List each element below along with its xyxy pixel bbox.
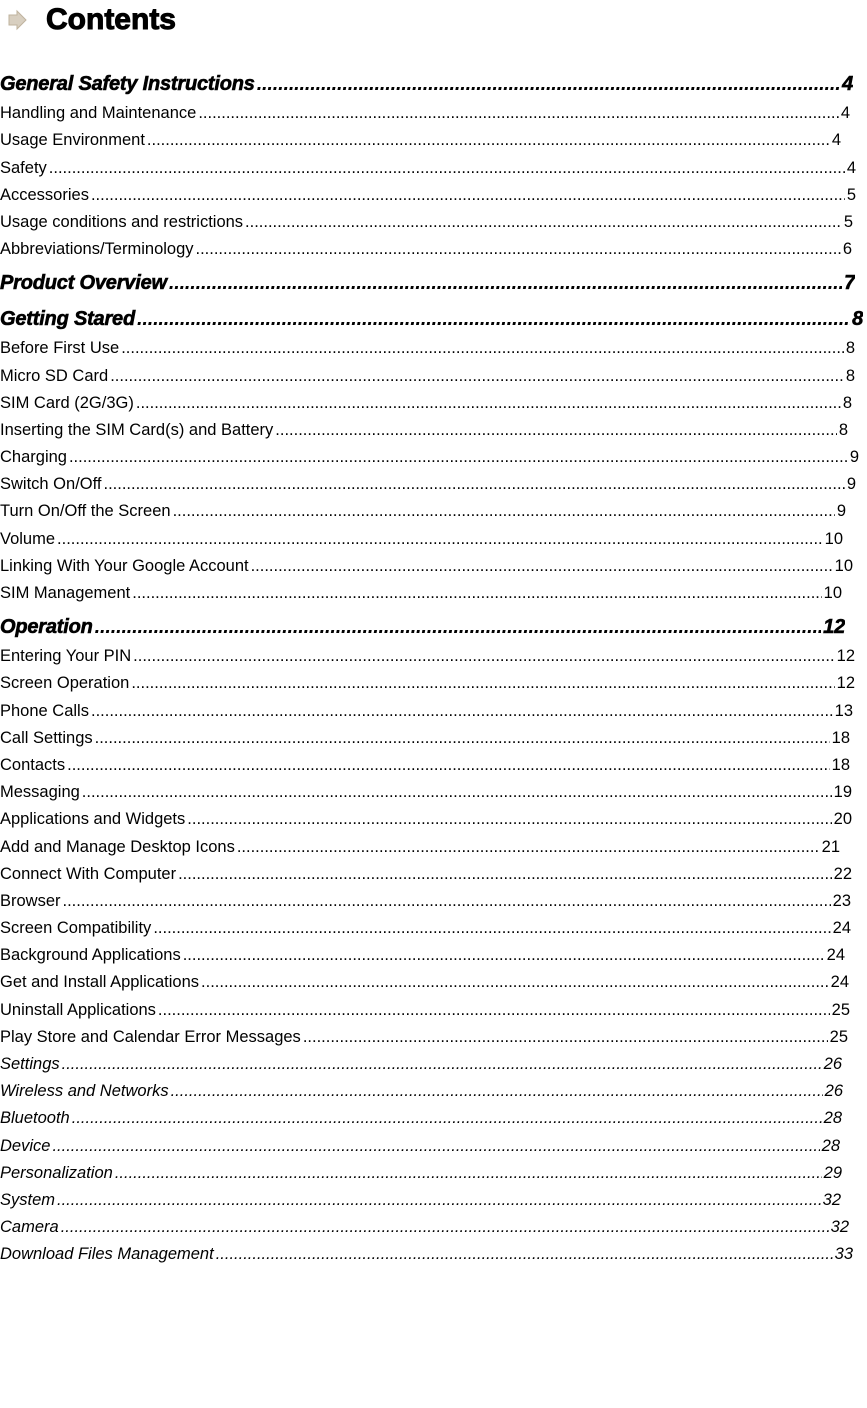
toc-page-number: 4 — [831, 131, 841, 150]
toc-entry-title: Handling and Maintenance — [0, 104, 197, 123]
toc-page-number: 25 — [829, 1027, 848, 1046]
toc-leader-dots — [216, 1242, 833, 1266]
toc-page-number: 28 — [821, 1136, 840, 1155]
toc-entry[interactable] — [0, 750, 850, 777]
toc-leader-dots — [110, 364, 844, 388]
toc-page-number: 5 — [843, 212, 853, 231]
toc-entry-title: Get and Install Applications — [0, 973, 200, 992]
toc-page-number: 10 — [834, 556, 853, 575]
toc-entry[interactable] — [0, 180, 856, 207]
toc-leader-dots — [57, 527, 823, 551]
toc-page-number: 32 — [822, 1190, 841, 1209]
toc-leader-dots — [303, 1025, 828, 1049]
toc-leader-dots — [245, 210, 842, 234]
toc-entry-title: Settings — [0, 1055, 60, 1073]
arrow-bullet-icon — [6, 9, 28, 31]
toc-entry-title: Phone Calls — [0, 701, 89, 720]
toc-page-number: 25 — [831, 1000, 850, 1019]
toc-page-number: 33 — [834, 1245, 853, 1264]
toc-entry[interactable] — [0, 207, 853, 234]
page-title: Contents — [46, 3, 176, 36]
toc-leader-dots — [169, 269, 842, 297]
toc-leader-dots — [201, 970, 829, 994]
toc-entry-title: Switch On/Off — [0, 475, 102, 494]
toc-page-number: 8 — [845, 366, 855, 385]
toc-leader-dots — [69, 445, 848, 469]
toc-leader-dots — [147, 128, 830, 152]
toc-leader-dots — [115, 1161, 822, 1185]
toc-leader-dots — [133, 644, 834, 668]
toc-entry-title: Uninstall Applications — [0, 1000, 156, 1019]
toc-leader-dots — [131, 671, 834, 695]
toc-leader-dots — [136, 391, 841, 415]
toc-entry-title: Safety — [0, 158, 47, 177]
toc-entry[interactable] — [0, 1212, 849, 1239]
toc-entry[interactable] — [0, 98, 850, 125]
toc-entry[interactable] — [0, 1130, 840, 1157]
toc-page-number: 5 — [846, 185, 856, 204]
toc-leader-dots — [49, 156, 845, 180]
toc-entry[interactable] — [0, 886, 851, 913]
toc-section-entry[interactable] — [0, 62, 853, 98]
toc-page-number: 7 — [844, 272, 855, 295]
toc-entry-title: Call Settings — [0, 728, 93, 747]
toc-entry-title: Messaging — [0, 783, 80, 802]
toc-entry[interactable] — [0, 1022, 848, 1049]
toc-leader-dots — [187, 807, 831, 831]
toc-page-number: 24 — [830, 973, 849, 992]
toc-entry-title: Volume — [0, 529, 56, 548]
toc-page-number: 4 — [840, 104, 850, 123]
toc-entry[interactable] — [0, 1076, 843, 1103]
toc-leader-dots — [158, 998, 830, 1022]
toc-page-number: 8 — [842, 393, 852, 412]
toc-page-number: 26 — [824, 1082, 843, 1101]
toc-entry-title: Background Applications — [0, 946, 181, 965]
toc-page-number: 6 — [842, 240, 852, 259]
toc-page-number: 18 — [831, 728, 850, 747]
toc-leader-dots — [82, 780, 832, 804]
toc-leader-dots — [132, 581, 821, 605]
toc-page-number: 8 — [852, 308, 863, 331]
toc-leader-dots — [251, 554, 833, 578]
toc-leader-dots — [62, 1052, 822, 1076]
toc-page-number: 24 — [826, 946, 845, 965]
toc-entry-title: SIM Card (2G/3G) — [0, 393, 134, 412]
toc-page-number: 22 — [833, 864, 852, 883]
toc-page-number: 12 — [836, 647, 855, 666]
toc-entry[interactable] — [0, 496, 846, 523]
toc-leader-dots — [198, 101, 839, 125]
toc-entry[interactable] — [0, 994, 850, 1021]
toc-page-number: 12 — [836, 674, 855, 693]
toc-page-number: 10 — [824, 529, 843, 548]
toc-section-entry[interactable] — [0, 297, 863, 333]
toc-leader-dots — [52, 1134, 819, 1158]
toc-page-number: 19 — [833, 783, 852, 802]
toc-page-number: 10 — [823, 584, 842, 602]
toc-page-number: 12 — [823, 616, 845, 638]
toc-entry-title: Play Store and Calendar Error Messages — [0, 1027, 301, 1046]
toc-entry-title: Connect With Computer — [0, 864, 177, 883]
toc-leader-dots — [173, 499, 835, 523]
toc-leader-dots — [121, 336, 844, 360]
toc-entry-title: Screen Operation — [0, 674, 130, 693]
toc-entry-title: Operation — [0, 616, 93, 638]
toc-entry[interactable] — [0, 723, 850, 750]
toc-leader-dots — [178, 862, 832, 886]
toc-entry-title: Linking With Your Google Account — [0, 556, 249, 575]
toc-entry[interactable] — [0, 804, 852, 831]
toc-page-number: 20 — [833, 810, 852, 829]
toc-entry[interactable] — [0, 1185, 841, 1212]
toc-entry-title: Personalization — [0, 1163, 113, 1182]
toc-entry[interactable] — [0, 234, 852, 261]
toc-page-number: 4 — [842, 73, 853, 95]
toc-entry[interactable] — [0, 1239, 853, 1266]
toc-entry-title: Device — [0, 1136, 51, 1155]
toc-entry-title: SIM Management — [0, 584, 131, 602]
toc-entry[interactable] — [0, 859, 852, 886]
toc-entry[interactable] — [0, 333, 855, 360]
toc-entry[interactable] — [0, 578, 842, 605]
toc-entry-title: Contacts — [0, 755, 66, 774]
toc-page-number: 8 — [845, 339, 855, 358]
toc-entry-title: Accessories — [0, 185, 89, 204]
toc-entry-title: Usage Environment — [0, 131, 145, 150]
toc-entry[interactable] — [0, 125, 841, 152]
toc-entry[interactable] — [0, 695, 853, 722]
toc-entry[interactable] — [0, 777, 852, 804]
toc-entry[interactable] — [0, 442, 859, 469]
toc-entry-title: Usage conditions and restrictions — [0, 212, 244, 231]
toc-entry[interactable] — [0, 668, 855, 695]
toc-page-number: 24 — [832, 919, 851, 938]
toc-leader-dots — [91, 699, 833, 723]
toc-entry-title: Screen Compatibility — [0, 919, 152, 938]
toc-entry[interactable] — [0, 641, 855, 668]
toc-entry-title: Turn On/Off the Screen — [0, 502, 171, 521]
toc-leader-dots — [171, 1079, 823, 1103]
toc-page-number: 9 — [836, 502, 846, 521]
toc-leader-dots — [91, 183, 845, 207]
toc-entry[interactable] — [0, 1158, 842, 1185]
toc-entry-title: Entering Your PIN — [0, 647, 132, 666]
toc-entry-title: System — [0, 1190, 56, 1209]
toc-entry[interactable] — [0, 152, 856, 179]
toc-leader-dots — [103, 472, 844, 496]
toc-entry-title: Wireless and Networks — [0, 1082, 169, 1101]
toc-page-number: 28 — [823, 1109, 842, 1128]
toc-page-number: 9 — [849, 448, 859, 467]
toc-page-number: 23 — [832, 891, 851, 910]
toc-entry-title: Getting Stared — [0, 308, 135, 331]
toc-page-number: 9 — [846, 475, 856, 494]
toc-leader-dots — [95, 613, 821, 641]
toc-entry[interactable] — [0, 1103, 842, 1130]
toc-leader-dots — [137, 305, 850, 333]
toc-entry-title: Abbreviations/Terminology — [0, 240, 194, 259]
toc-page-number: 26 — [823, 1055, 842, 1073]
toc-page-number: 13 — [834, 701, 853, 720]
toc-entry[interactable] — [0, 1049, 842, 1076]
toc-entry[interactable] — [0, 523, 843, 550]
toc-entry[interactable] — [0, 831, 840, 858]
toc-entry-title: Micro SD Card — [0, 366, 109, 385]
toc-entry[interactable] — [0, 967, 849, 994]
toc-leader-dots — [275, 418, 837, 442]
toc-entry-title: Bluetooth — [0, 1109, 70, 1128]
toc-leader-dots — [63, 889, 831, 913]
toc-leader-dots — [153, 916, 830, 940]
contents-heading — [6, 2, 176, 38]
toc-entry[interactable] — [0, 415, 848, 442]
toc-page-number: 32 — [830, 1218, 849, 1237]
toc-page-number: 29 — [823, 1163, 842, 1182]
table-of-contents — [0, 62, 867, 1266]
toc-leader-dots — [237, 835, 820, 859]
toc-entry[interactable] — [0, 913, 851, 940]
toc-entry-title: Download Files Management — [0, 1245, 214, 1264]
toc-page-number: 18 — [831, 755, 850, 774]
toc-entry[interactable] — [0, 551, 853, 578]
toc-entry-title: Camera — [0, 1218, 59, 1237]
toc-leader-dots — [257, 70, 840, 98]
toc-leader-dots — [95, 726, 830, 750]
toc-page-number: 4 — [846, 158, 856, 177]
toc-entry-title: Charging — [0, 448, 67, 467]
toc-leader-dots — [57, 1188, 821, 1212]
toc-section-entry[interactable] — [0, 605, 845, 641]
toc-entry-title: Product Overview — [0, 272, 167, 295]
toc-leader-dots — [196, 237, 841, 261]
toc-entry[interactable] — [0, 360, 855, 387]
toc-entry-title: Add and Manage Desktop Icons — [0, 837, 235, 856]
toc-page-number: 21 — [821, 837, 840, 856]
toc-section-entry[interactable] — [0, 261, 855, 297]
toc-page-number: 8 — [838, 420, 848, 439]
toc-entry-title: Applications and Widgets — [0, 810, 186, 829]
toc-entry-title: Before First Use — [0, 339, 120, 358]
toc-leader-dots — [183, 943, 825, 967]
toc-leader-dots — [61, 1215, 829, 1239]
toc-leader-dots — [72, 1106, 822, 1130]
toc-entry-title: Inserting the SIM Card(s) and Battery — [0, 420, 274, 439]
toc-leader-dots — [67, 753, 830, 777]
toc-entry[interactable] — [0, 469, 856, 496]
toc-entry-title: Browser — [0, 891, 61, 910]
toc-entry-title: General Safety Instructions — [0, 73, 255, 95]
toc-entry[interactable] — [0, 388, 852, 415]
toc-entry[interactable] — [0, 940, 845, 967]
